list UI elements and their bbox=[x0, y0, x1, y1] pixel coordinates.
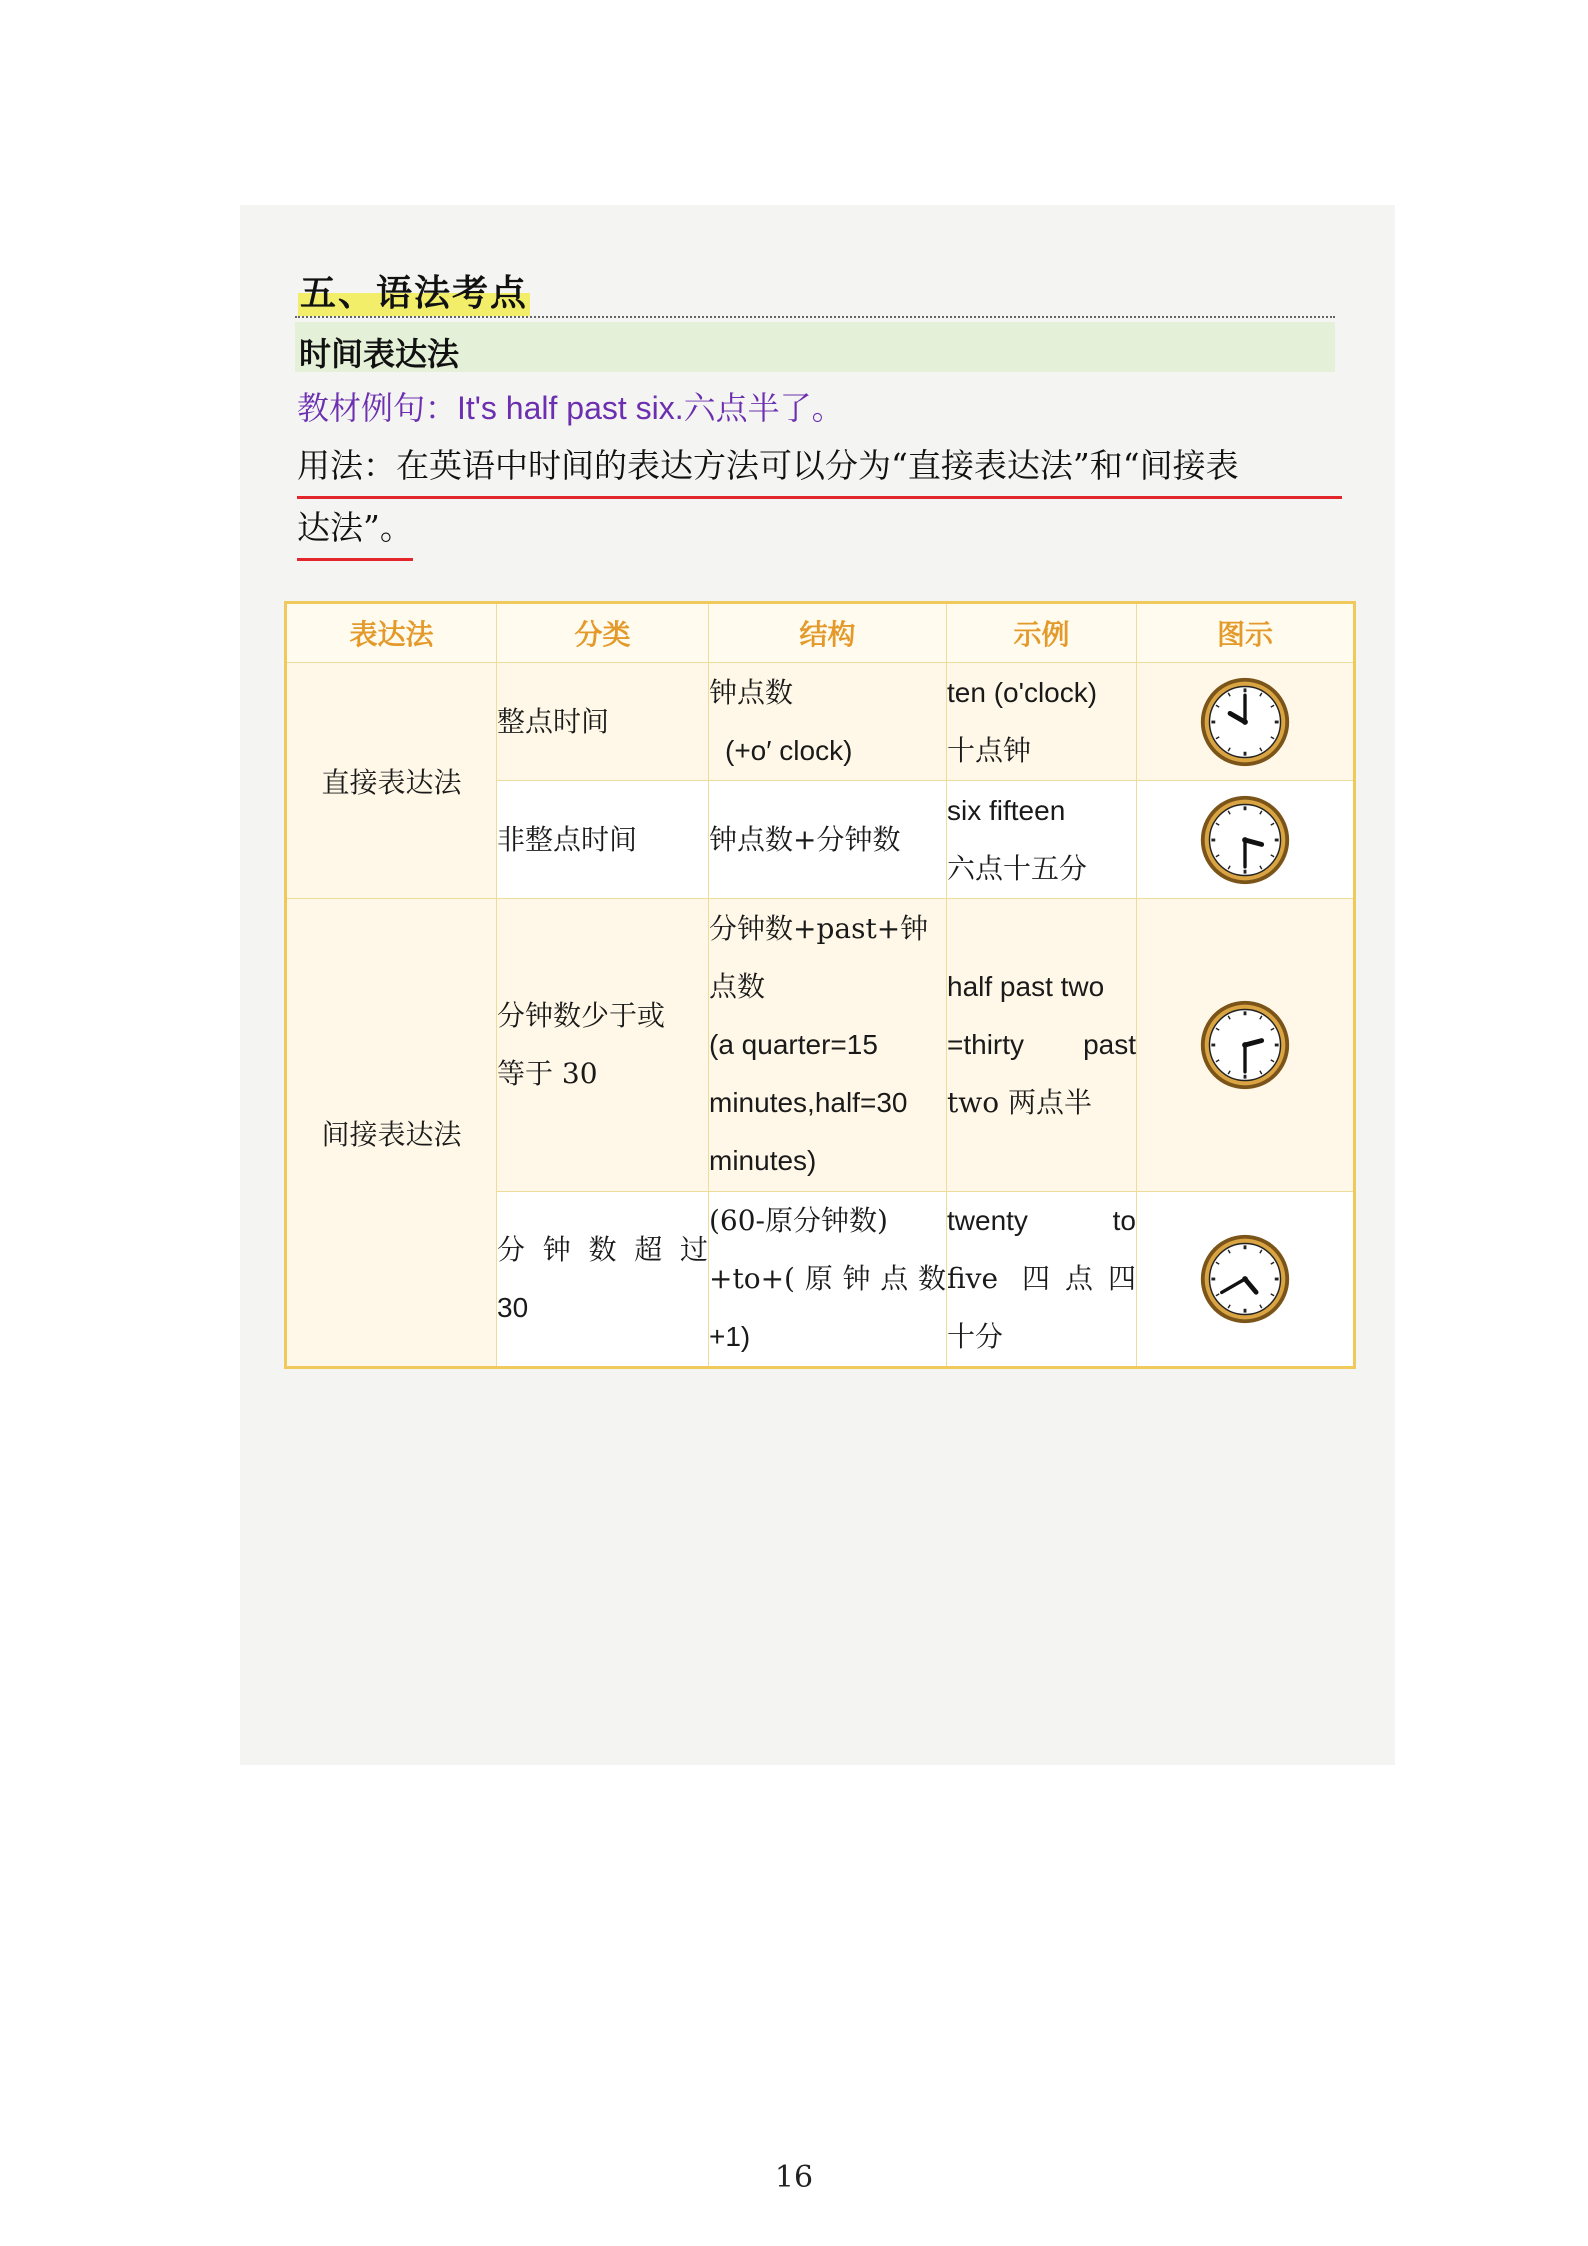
usage-line-2: 达法”。 bbox=[297, 499, 413, 561]
subtitle: 时间表达法 bbox=[299, 335, 460, 373]
example-sentence bbox=[297, 383, 844, 429]
table-row bbox=[286, 663, 1355, 781]
category-cell bbox=[497, 1192, 709, 1368]
structure-line: (60-原分钟数) bbox=[709, 1204, 888, 1237]
example-line: six fifteen bbox=[947, 794, 1066, 826]
structure-line: 分钟数+past+钟 bbox=[709, 912, 929, 945]
table-row bbox=[286, 899, 1355, 1192]
example-english: It's half past six. bbox=[457, 390, 684, 426]
table-header-row bbox=[286, 603, 1355, 663]
clock-cell bbox=[1137, 1192, 1355, 1368]
example-line: half past two bbox=[947, 971, 1105, 1002]
structure-line: minutes) bbox=[709, 1145, 817, 1176]
method-cell: 间接表达法 bbox=[286, 899, 497, 1368]
structure-line: +1) bbox=[709, 1321, 751, 1352]
clock-icon bbox=[1197, 997, 1293, 1093]
example-cell bbox=[947, 663, 1137, 781]
usage-paragraph bbox=[297, 437, 1342, 561]
example-line: 十点钟 bbox=[947, 733, 1032, 767]
example-line: 十分 bbox=[947, 1320, 1004, 1353]
example-line: twenty to bbox=[947, 1205, 1136, 1236]
example-line: 六点十五分 bbox=[947, 851, 1088, 885]
method-cell: 直接表达法 bbox=[286, 663, 497, 899]
clock-cell bbox=[1137, 663, 1355, 781]
clock-icon bbox=[1197, 674, 1293, 770]
structure-line: 钟点数 bbox=[709, 675, 794, 709]
structure-line: (+o′ clock) bbox=[725, 734, 853, 766]
category-line: 30 bbox=[497, 1292, 529, 1323]
category-line: 等于 30 bbox=[497, 1057, 598, 1090]
clock-icon bbox=[1197, 1231, 1293, 1327]
clock-cell bbox=[1137, 899, 1355, 1192]
structure-line: 点数 bbox=[709, 970, 766, 1003]
header-structure: 结构 bbox=[709, 603, 947, 663]
time-expression-table bbox=[284, 601, 1356, 1369]
structure-cell: 钟点数+分钟数 bbox=[709, 781, 947, 899]
structure-cell bbox=[709, 663, 947, 781]
example-chinese: 六点半了。 bbox=[683, 389, 844, 427]
dotted-divider bbox=[295, 316, 1335, 318]
page-number: 16 bbox=[774, 2160, 814, 2195]
example-line: two 两点半 bbox=[947, 1086, 1092, 1119]
example-line: five 四点四 bbox=[947, 1262, 1136, 1295]
example-line: ten (o'clock) bbox=[947, 676, 1098, 708]
category-cell: 非整点时间 bbox=[497, 781, 709, 899]
category-line: 分钟数超过 bbox=[497, 1233, 708, 1266]
example-cell bbox=[947, 899, 1137, 1192]
clock-center bbox=[1242, 1042, 1248, 1048]
header-method: 表达法 bbox=[286, 603, 497, 663]
category-cell bbox=[497, 899, 709, 1192]
structure-line: +to+(原钟点数 bbox=[709, 1262, 946, 1295]
example-cell bbox=[947, 1192, 1137, 1368]
clock-center bbox=[1242, 1276, 1248, 1282]
clock-center bbox=[1242, 719, 1248, 725]
example-cell bbox=[947, 781, 1137, 899]
header-illustration: 图示 bbox=[1137, 603, 1355, 663]
clock-center bbox=[1242, 837, 1248, 843]
structure-line: (a quarter=15 bbox=[709, 1029, 878, 1060]
clock-icon bbox=[1197, 792, 1293, 888]
clock-cell bbox=[1137, 781, 1355, 899]
category-line: 分钟数少于或 bbox=[497, 999, 666, 1032]
structure-cell bbox=[709, 1192, 947, 1368]
usage-line-1: 用法：在英语中时间的表达方法可以分为“直接表达法”和“间接表 bbox=[297, 437, 1342, 499]
example-label: 教材例句： bbox=[297, 389, 458, 427]
structure-cell bbox=[709, 899, 947, 1192]
structure-line: minutes,half=30 bbox=[709, 1087, 908, 1118]
header-example: 示例 bbox=[947, 603, 1137, 663]
subtitle-bar bbox=[295, 322, 1335, 372]
section-title: 五、语法考点 bbox=[298, 265, 530, 316]
category-cell: 整点时间 bbox=[497, 663, 709, 781]
header-category: 分类 bbox=[497, 603, 709, 663]
example-line: =thirty past bbox=[947, 1029, 1136, 1060]
